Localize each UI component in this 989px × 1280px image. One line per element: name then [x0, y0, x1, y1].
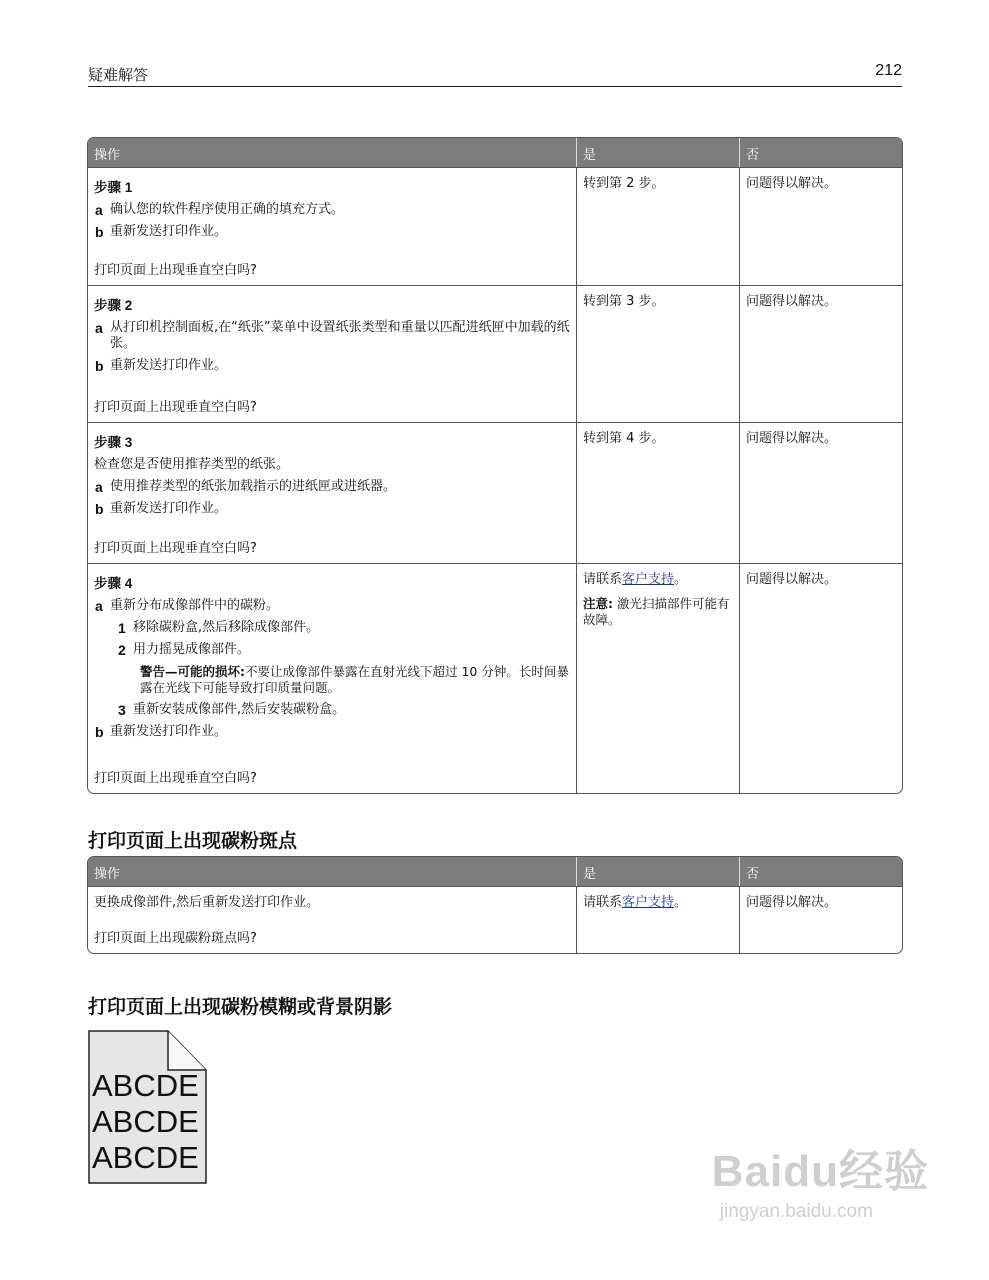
yes-text: 转到第 4 步。: [583, 431, 665, 446]
yes-suffix: 。: [674, 572, 688, 587]
sub-list-item: [94, 620, 570, 636]
question-text: 打印页面上出现垂直空白吗?: [94, 263, 257, 278]
customer-support-link[interactable]: 客户支持: [622, 572, 675, 587]
table-row-step-1: [88, 167, 902, 285]
note-text: 激光扫描部件可能有故障。: [583, 596, 730, 627]
action-cell: [88, 422, 576, 563]
yes-cell: [576, 285, 739, 422]
table-row-step-2: [88, 285, 902, 422]
list-text: 重新安装成像部件,然后安装碳粉盒。: [133, 702, 346, 717]
warning-text: 不要让成像部件暴露在直射光线下超过 10 分钟。长时间暴露在光线下可能导致打印质量问题。: [140, 664, 569, 695]
no-cell: [739, 422, 902, 563]
yes-text: [583, 895, 733, 911]
sub-list-item: [94, 642, 570, 658]
action-cell: [88, 563, 576, 793]
no-cell: [739, 167, 902, 285]
sub-list-item: [94, 702, 570, 718]
list-item: [94, 501, 570, 517]
list-text: 重新发送打印作业。: [110, 501, 228, 516]
list-marker: b: [95, 724, 104, 740]
note: [583, 596, 733, 628]
column-header-no: 否: [739, 138, 902, 167]
list-text: 重新发送打印作业。: [110, 724, 228, 739]
watermark-logo: Baidu经验: [711, 1147, 929, 1196]
step-label: 步骤 2: [94, 298, 133, 313]
column-header-yes: 是: [576, 857, 739, 886]
yes-cell: [576, 422, 739, 563]
table-row-step-4: [88, 563, 902, 793]
list-text: 使用推荐类型的纸张加载指示的进纸匣或进纸器。: [110, 479, 397, 494]
list-marker: a: [95, 320, 103, 336]
list-marker: a: [95, 479, 103, 495]
yes-cell: [576, 886, 739, 953]
question-text: 打印页面上出现垂直空白吗?: [94, 400, 257, 415]
list-marker: a: [95, 202, 103, 218]
illustration-line: ABCDE: [92, 1068, 199, 1103]
section-heading-toner-specks: 打印页面上出现碳粉斑点: [88, 830, 298, 852]
action-cell: [88, 285, 576, 422]
list-item: [94, 320, 570, 352]
list-text: 重新发送打印作业。: [110, 224, 228, 239]
no-cell: [739, 563, 902, 793]
section-title: 疑难解答: [88, 66, 149, 84]
troubleshooting-table: [87, 137, 903, 794]
table-row-step-3: [88, 422, 902, 563]
no-cell: [739, 886, 902, 953]
page-illustration: [88, 1030, 208, 1189]
no-text: 问题得以解决。: [746, 572, 838, 587]
step-intro: 检查您是否使用推荐类型的纸张。: [94, 457, 290, 472]
page-header: [88, 62, 902, 87]
no-text: 问题得以解决。: [746, 895, 838, 910]
yes-text: [583, 572, 733, 588]
list-item: [94, 224, 570, 240]
question-text: 打印页面上出现垂直空白吗?: [94, 541, 257, 556]
table-header-row: [88, 138, 902, 167]
illustration-line: ABCDE: [92, 1140, 199, 1175]
yes-text: 转到第 3 步。: [583, 294, 665, 309]
list-item: [94, 358, 570, 374]
illustration-text: [92, 1068, 199, 1176]
step-label: 步骤 4: [94, 576, 133, 591]
customer-support-link[interactable]: 客户支持: [622, 895, 675, 910]
watermark-url: jingyan.baidu.com: [719, 1201, 873, 1222]
column-header-yes: 是: [576, 138, 739, 167]
warning-label: 警告—可能的损坏:: [140, 664, 245, 679]
list-marker: b: [95, 358, 104, 374]
list-item: [94, 598, 570, 614]
list-marker: b: [95, 224, 104, 240]
column-header-action: 操作: [88, 857, 576, 886]
list-marker: 2: [118, 642, 126, 658]
list-text: 从打印机控制面板,在“纸张”菜单中设置纸张类型和重量以匹配进纸匣中加载的纸张。: [110, 320, 570, 351]
list-text: 移除碳粉盒,然后移除成像部件。: [133, 620, 320, 635]
yes-cell: [576, 167, 739, 285]
list-text: 确认您的软件程序使用正确的填充方式。: [110, 202, 345, 217]
yes-text: 转到第 2 步。: [583, 176, 665, 191]
list-item: [94, 724, 570, 740]
illustration-line: ABCDE: [92, 1104, 199, 1139]
list-text: 用力摇晃成像部件。: [133, 642, 251, 657]
yes-prefix: 请联系: [583, 895, 623, 910]
action-cell: [88, 167, 576, 285]
note-label: 注意:: [583, 596, 613, 611]
warning-note: [94, 664, 570, 696]
list-item: [94, 479, 570, 495]
step-label: 步骤 1: [94, 180, 133, 195]
list-marker: b: [95, 501, 104, 517]
question-text: 打印页面上出现碳粉斑点吗?: [94, 931, 257, 946]
watermark: [712, 1135, 929, 1223]
table-row: [88, 886, 902, 953]
no-text: 问题得以解决。: [746, 294, 838, 309]
table-header-row: [88, 857, 902, 886]
no-text: 问题得以解决。: [746, 176, 838, 191]
action-text: 更换成像部件,然后重新发送打印作业。: [94, 895, 320, 910]
column-header-no: 否: [739, 857, 902, 886]
list-text: 重新发送打印作业。: [110, 358, 228, 373]
step-label: 步骤 3: [94, 435, 133, 450]
list-text: 重新分布成像部件中的碳粉。: [110, 598, 280, 613]
list-marker: 1: [118, 620, 126, 636]
no-cell: [739, 285, 902, 422]
column-header-action: 操作: [88, 138, 576, 167]
list-marker: 3: [118, 702, 126, 718]
action-cell: [88, 886, 576, 953]
page-number: 212: [875, 62, 902, 79]
question-text: 打印页面上出现垂直空白吗?: [94, 771, 257, 786]
yes-suffix: 。: [674, 895, 688, 910]
yes-prefix: 请联系: [583, 572, 623, 587]
yes-cell: [576, 563, 739, 793]
toner-specks-table: [87, 856, 903, 954]
list-item: [94, 202, 570, 218]
list-marker: a: [95, 598, 103, 614]
no-text: 问题得以解决。: [746, 431, 838, 446]
section-heading-toner-fog: 打印页面上出现碳粉模糊或背景阴影: [88, 996, 393, 1018]
